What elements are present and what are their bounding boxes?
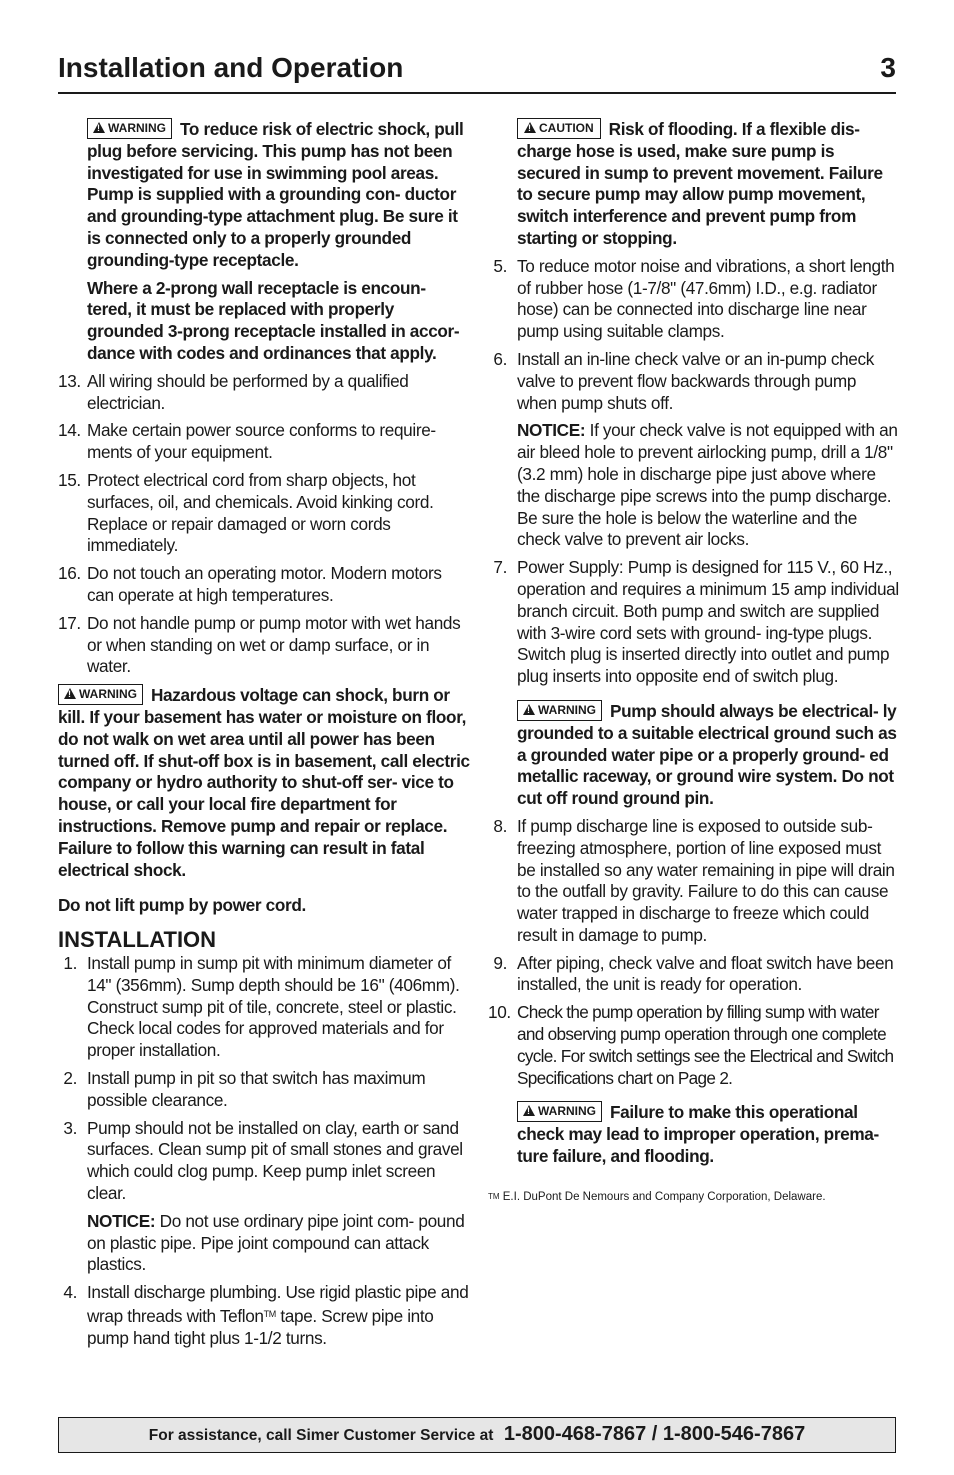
list-item: 17. Do not handle pump or pump motor with wet hands or when standing on wet or damp surface, or in water. (58, 612, 461, 677)
warning-text: Pump should always be electrical- ly grounded to a suitable electrical ground such as a grounded water pipe or a properly ground- ed metallic raceway, or ground wire system. Do not cut off round ground pin. (517, 700, 897, 809)
list-item: 15. Protect electrical cord from sharp objects, hot surfaces, oil, and chemicals. Avoid kinking cord. Replace or repair damaged or worn cords immediately. (58, 469, 434, 556)
list-item: 13. All wiring should be performed by a qualified electrician. (58, 370, 409, 413)
warning-badge: !WARNING (517, 1101, 602, 1122)
warning-triangle-icon (93, 122, 105, 133)
warning-text-receptacle: Where a 2-prong wall receptacle is encoun- tered, it must be replaced with properly grounded 3-prong receptacle installed in accor- dance with codes and ordinances that apply. (87, 277, 460, 363)
list-item: 6. Install an in-line check valve or an in-pump check valve to prevent flow backwards through pump when pump shuts off. (493, 348, 874, 413)
assistance-footer (58, 1417, 896, 1453)
warning-text: Hazardous voltage can shock, burn or kill. If your basement has water or moisture on floor, do not walk on wet area until all power has been turned off. If shut-off box is in basement, call electric company or hydro authority to shut-off ser- vice to house, or call your local fire department for instructions. Remove pump and repair or replace. Failure to follow this warning can result in fatal electrical shock. (58, 685, 470, 880)
no-lift-note: Do not lift pump by power cord. (58, 895, 306, 916)
list-item: 9. After piping, check valve and float switch have been installed, the unit is ready for operation. (493, 952, 894, 995)
list-item: 10. Check the pump operation by filling sump with water and observing pump operation through one complete cycle. For switch settings see the Electrical and Switch Specifications chart on Page 2. (488, 1002, 894, 1088)
left-column (58, 118, 470, 1350)
page-title: Installation and Operation (58, 52, 404, 83)
caution-text: Risk of flooding. If a flexible dis- charge hose is used, make sure pump is secured in sump to prevent movement. Failure to secure pump may allow pump movement, switch interference and prevent pump from starting or stopping. (517, 119, 883, 248)
notice-pipe-compound: NOTICE: Do not use ordinary pipe joint com- pound on plastic pipe. Pipe joint compound can attack plastics. (87, 1210, 465, 1275)
page-number: 3 (880, 52, 896, 83)
installation-heading: INSTALLATION (58, 927, 217, 953)
caution-badge: !CAUTION (517, 118, 601, 139)
list-item: 1. Install pump in sump pit with minimum diameter of 14" (356mm). Sump depth should be 16" (406mm). Construct sump pit of tile, concrete, steel or plastic. Check local codes for approved materials and for proper installation. (63, 953, 460, 1061)
right-column (488, 118, 900, 1209)
warning-triangle-icon (524, 122, 536, 133)
warning-block-operational-check (488, 1101, 900, 1167)
list-item: 5. To reduce motor noise and vibrations, a short length of rubber hose (1-7/8" (47.6mm) I.D., e.g. radiator hose) can be connected into discharge line near pump using suitable clamps. (493, 255, 895, 342)
footer-text: For assistance, call Simer Customer Service at (148, 1427, 494, 1444)
warning-triangle-icon (64, 688, 76, 699)
caution-block-flooding (488, 118, 900, 250)
warning-badge: !WARNING (517, 700, 602, 721)
warning-text: To reduce risk of electric shock, pull plug before servicing. This pump has not been investigated for use in swimming pool areas. Pump is supplied with a grounding con- ductor and grounding-type attachment plug. Be sure it is connected only to a properly grounded grounding-type receptacle. (87, 119, 464, 270)
warning-badge: !WARNING (87, 118, 172, 139)
list-item: 8. If pump discharge line is exposed to outside sub- freezing atmosphere, portion of line exposed must be installed so any water remaining in pipe will drain to the outfall by gravity. Failure to do this can cause water trapped in discharge to freeze which could result in damage to pump. (493, 815, 895, 945)
footer-phone-numbers: 1-800-468-7867 / 1-800-546-7867 (503, 1423, 806, 1445)
list-item: 3. Pump should not be installed on clay, earth or sand surfaces. Clean sump pit of small stones and gravel which could clog pump. Keep pump inlet screen clear. (63, 1117, 463, 1204)
list-item: 2. Install pump in pit so that switch has maximum possible clearance. (63, 1068, 426, 1110)
warning-triangle-icon (523, 704, 535, 715)
warning-block-shock (58, 118, 470, 365)
notice-check-valve: NOTICE: If your check valve is not equipped with an air bleed hole to prevent airlocking pump, drill a 1/8" (3.2 mm) hole in discharge pipe just above where the discharge pipe screws into the pump discharge. Be sure the hole is below the waterline and the check valve to prevent air locks. (517, 420, 898, 550)
list-item: 14. Make certain power source conforms to require- ments of your equipment. (58, 420, 436, 463)
list-item: 7. Power Supply: Pump is designed for 115 V., 60 Hz., operation and requires a minimum 15 amp individual branch circuit. Both pump and switch are supplied with 3-wire cord sets with ground- ing-type plugs. Switch plug is inserted directly into outlet and pump plug inserts into opposite end of switch plug. (493, 557, 899, 687)
warning-block-hazardous-voltage (58, 684, 470, 881)
warning-block-ground (488, 700, 900, 810)
page-header (58, 50, 896, 94)
list-item: 16. Do not touch an operating motor. Modern motors can operate at high temperatures. (58, 563, 442, 605)
warning-text: Failure to make this operational check may lead to improper operation, prema- ture failure, and flooding. (517, 1102, 879, 1167)
warning-triangle-icon (523, 1105, 535, 1116)
warning-badge: !WARNING (58, 684, 143, 705)
trademark-footnote: TM E.I. DuPont De Nemours and Company Corporation, Delaware. (488, 1190, 826, 1203)
list-item: 4. Install discharge plumbing. Use rigid plastic pipe and wrap threads with Teflon™ tape. Screw pipe into pump hand tight plus 1-1/2 turns. (63, 1282, 469, 1348)
